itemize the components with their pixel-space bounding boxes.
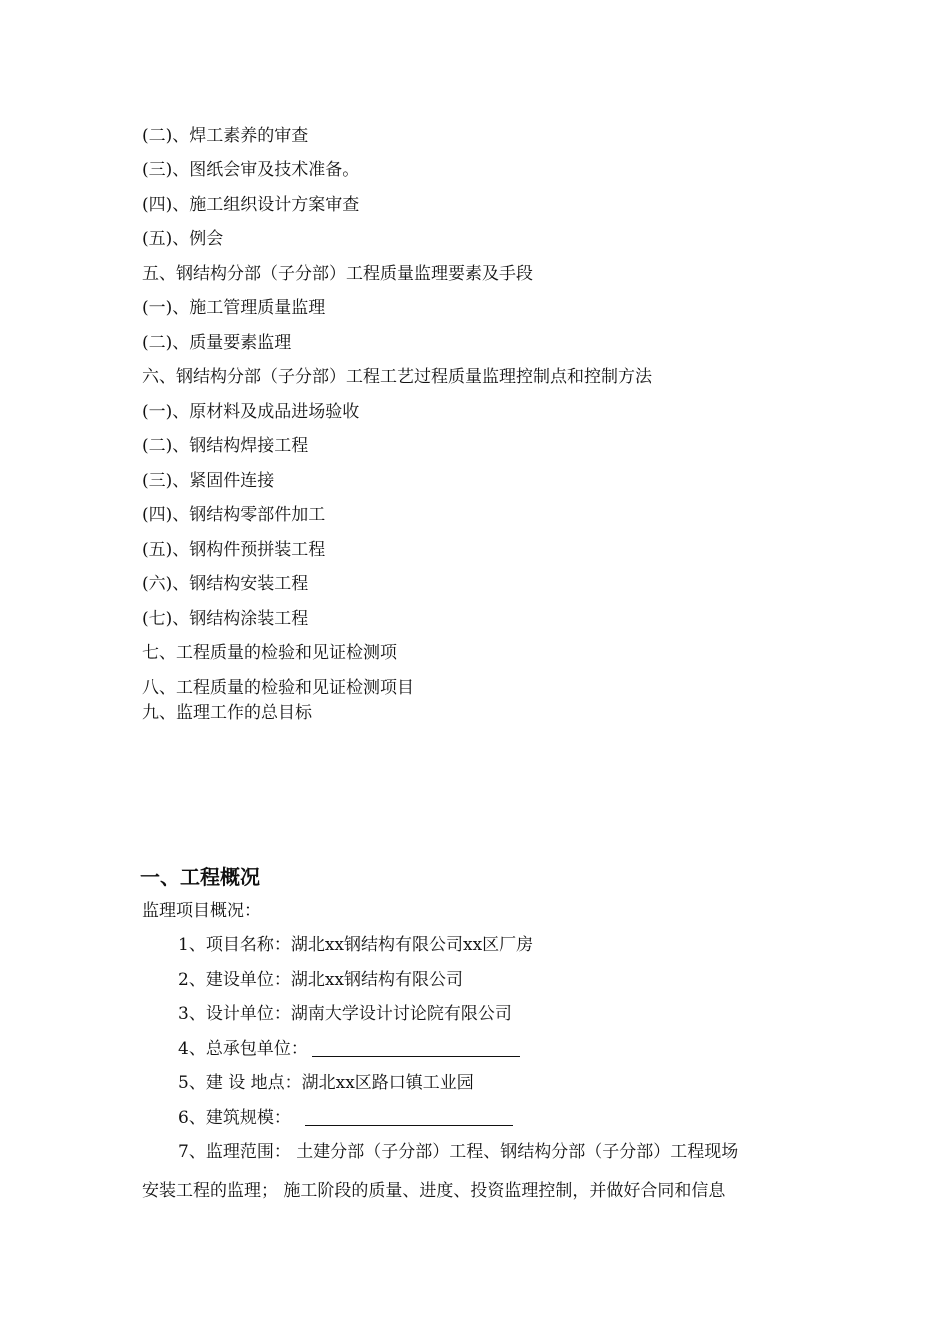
- toc-line: 六、钢结构分部（子分部）工程工艺过程质量监理控制点和控制方法: [142, 367, 652, 387]
- toc-line: (七)、钢结构涂装工程: [142, 609, 309, 629]
- general-contractor-blank: [312, 1038, 520, 1057]
- toc-line: 七、工程质量的检验和见证检测项: [142, 643, 397, 663]
- toc-line: (四)、施工组织设计方案审查: [142, 195, 360, 215]
- toc-line: 八、工程质量的检验和见证检测项目: [142, 678, 414, 698]
- toc-line: (二)、焊工素养的审查: [142, 126, 309, 146]
- toc-line: (一)、原材料及成品进场验收: [142, 402, 360, 422]
- toc-line: (四)、钢结构零部件加工: [142, 505, 326, 525]
- design-unit: 3、设计单位：湖南大学设计讨论院有限公司: [178, 1004, 512, 1024]
- general-contractor: [178, 1037, 520, 1061]
- toc-line: (三)、紧固件连接: [142, 471, 275, 491]
- construction-site: 5、建 设 地点：湖北xx区路口镇工业园: [178, 1073, 474, 1093]
- supervision-scope: 7、监理范围： 土建分部（子分部）工程、钢结构分部（子分部）工程现场: [178, 1142, 739, 1162]
- toc-line: (五)、钢构件预拼装工程: [142, 540, 326, 560]
- toc-line: (六)、钢结构安装工程: [142, 574, 309, 594]
- toc-line: 九、监理工作的总目标: [142, 703, 312, 723]
- building-scale: [178, 1106, 513, 1130]
- section-heading: 一、工程概况: [140, 865, 260, 889]
- toc-line: (二)、质量要素监理: [142, 333, 292, 353]
- construction-unit: 2、建设单位：湖北xx钢结构有限公司: [178, 970, 463, 990]
- building-scale-label: 6、建筑规模：: [178, 1108, 291, 1128]
- toc-line: (五)、例会: [142, 229, 224, 249]
- toc-line: 五、钢结构分部（子分部）工程质量监理要素及手段: [142, 264, 533, 284]
- toc-line: (一)、施工管理质量监理: [142, 298, 326, 318]
- general-contractor-label: 4、总承包单位：: [178, 1039, 308, 1059]
- building-scale-blank: [305, 1107, 513, 1126]
- section-intro: 监理项目概况：: [142, 901, 261, 921]
- supervision-scope-continuation: 安装工程的监理； 施工阶段的质量、进度、投资监理控制，并做好合同和信息: [142, 1181, 726, 1201]
- toc-line: (二)、钢结构焊接工程: [142, 436, 309, 456]
- toc-line: (三)、图纸会审及技术准备。: [142, 160, 360, 180]
- project-name: 1、项目名称：湖北xx钢结构有限公司xx区厂房: [178, 935, 534, 955]
